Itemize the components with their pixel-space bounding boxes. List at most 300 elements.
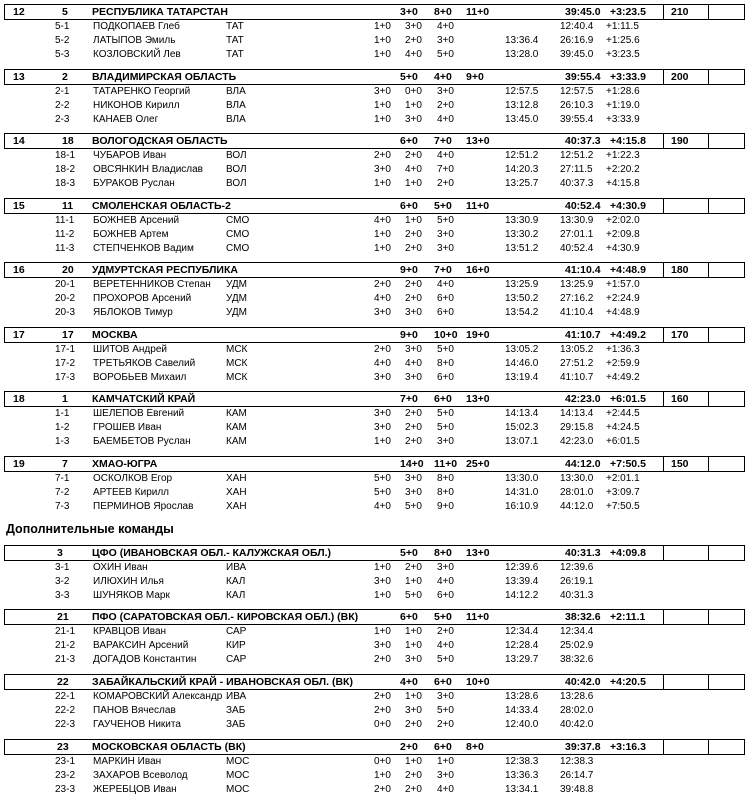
- athlete-shoot-total: 5+0: [437, 421, 454, 433]
- team-name: СМОЛЕНСКАЯ ОБЛАСТЬ-2: [92, 200, 231, 212]
- athlete-row: [0, 473, 750, 486]
- points-box-divider: [708, 327, 709, 343]
- athlete-shoot1: 1+0: [374, 34, 391, 46]
- athlete-shoot2: 3+0: [405, 473, 422, 484]
- athlete-shoot-total: 6+0: [437, 306, 454, 318]
- team-time: 42:23.0: [565, 393, 601, 405]
- athlete-region: ВЛА: [226, 113, 246, 125]
- athlete-shoot-total: 1+0: [437, 756, 454, 767]
- athlete-shoot1: 1+0: [374, 21, 391, 32]
- athlete-shoot-total: 2+0: [437, 718, 454, 730]
- athlete-name: КРАВЦОВ Иван: [93, 626, 167, 637]
- team-header: [4, 609, 745, 625]
- athlete-row: [0, 756, 750, 769]
- team-diff: +4:49.2: [610, 329, 646, 341]
- athlete-name: ОСКОЛКОВ Егор: [93, 473, 173, 484]
- athlete-diff: +6:01.5: [606, 435, 640, 447]
- team-range2: 6+0: [434, 676, 452, 688]
- team-range2: 6+0: [434, 393, 452, 405]
- team-diff: +2:11.1: [610, 611, 646, 623]
- team-range1: 4+0: [400, 676, 418, 688]
- athlete-shoot1: 1+0: [374, 435, 391, 447]
- athlete-shoot-total: 4+0: [437, 113, 454, 125]
- athlete-leg-time: 14:12.2: [505, 589, 539, 601]
- athlete-shoot1: 3+0: [374, 639, 391, 651]
- team-range2: 5+0: [434, 611, 452, 623]
- athlete-row: [0, 49, 750, 62]
- athlete-cumulative: 12:34.4: [560, 626, 594, 637]
- athlete-cumulative: 44:12.0: [560, 500, 594, 512]
- athlete-row: [0, 86, 750, 99]
- athlete-name: ПРОХОРОВ Арсений: [93, 292, 192, 304]
- team-total: 19+0: [466, 329, 490, 341]
- athlete-region: УДМ: [226, 292, 248, 304]
- athlete-cumulative: 40:37.3: [560, 177, 594, 189]
- team-number: 7: [62, 458, 68, 470]
- athlete-region: КАМ: [226, 421, 247, 433]
- athlete-name: ГАУЧЕНОВ Никита: [93, 718, 181, 730]
- athlete-id: 5-1: [55, 21, 70, 32]
- athlete-id: 20-2: [55, 292, 76, 304]
- athlete-region: ВОЛ: [226, 150, 247, 161]
- team-range1: 2+0: [400, 741, 418, 753]
- athlete-row: [0, 358, 750, 371]
- athlete-leg-time: 14:20.3: [505, 163, 539, 175]
- athlete-shoot2: 3+0: [405, 486, 422, 498]
- athlete-cumulative: 40:31.3: [560, 589, 594, 601]
- athlete-shoot-total: 9+0: [437, 500, 454, 512]
- athlete-name: ЧУБАРОВ Иван: [93, 150, 167, 161]
- points-box-divider: [708, 545, 709, 561]
- athlete-row: [0, 784, 750, 797]
- athlete-shoot1: 4+0: [374, 357, 391, 369]
- team-header: [4, 198, 745, 214]
- athlete-region: МСК: [226, 371, 248, 383]
- team-name: ВОЛОГОДСКАЯ ОБЛАСТЬ: [92, 135, 228, 147]
- athlete-diff: +2:20.2: [606, 163, 640, 175]
- athlete-row: [0, 576, 750, 589]
- athlete-shoot1: 2+0: [374, 783, 391, 795]
- team-range1: 5+0: [400, 71, 418, 83]
- athlete-diff: +2:01.1: [606, 473, 640, 484]
- athlete-leg-time: 13:07.1: [505, 435, 539, 447]
- athlete-id: 2-2: [55, 99, 70, 111]
- athlete-shoot2: 2+0: [405, 279, 422, 290]
- athlete-id: 11-1: [55, 215, 75, 226]
- athlete-leg-time: 14:31.0: [505, 486, 539, 498]
- athlete-id: 1-2: [55, 421, 70, 433]
- athlete-leg-time: 13:50.2: [505, 292, 539, 304]
- athlete-name: ИЛЮХИН Илья: [93, 575, 164, 587]
- team-points: 210: [671, 6, 689, 18]
- points-box-divider: [708, 609, 709, 625]
- athlete-shoot-total: 8+0: [437, 486, 454, 498]
- athlete-leg-time: 13:36.3: [505, 769, 539, 781]
- athlete-id: 17-1: [55, 344, 76, 355]
- team-name: УДМУРТСКАЯ РЕСПУБЛИКА: [92, 264, 238, 276]
- athlete-shoot2: 5+0: [405, 500, 422, 512]
- points-box-divider: [663, 4, 664, 20]
- team-range1: 6+0: [400, 135, 418, 147]
- athlete-name: КОМАРОВСКИЙ Александр: [93, 691, 223, 702]
- athlete-cumulative: 26:19.1: [560, 575, 594, 587]
- team-total: 9+0: [466, 71, 484, 83]
- athlete-row: [0, 501, 750, 514]
- athlete-name: ШИТОВ Андрей: [93, 344, 167, 355]
- points-box-divider: [663, 739, 664, 755]
- team-range2: 11+0: [434, 458, 458, 470]
- athlete-region: ТАТ: [226, 34, 244, 46]
- athlete-row: [0, 590, 750, 603]
- athlete-shoot1: 0+0: [374, 756, 391, 767]
- athlete-shoot1: 1+0: [374, 589, 391, 601]
- team-diff: +4:48.9: [610, 264, 646, 276]
- athlete-name: ЗАХАРОВ Всеволод: [93, 769, 188, 781]
- points-box-divider: [708, 456, 709, 472]
- athlete-diff: +2:59.9: [606, 357, 640, 369]
- athlete-id: 17-3: [55, 371, 76, 383]
- athlete-shoot2: 2+0: [405, 435, 422, 447]
- athlete-cumulative: 28:01.0: [560, 486, 594, 498]
- team-total: 10+0: [466, 676, 490, 688]
- athlete-row: [0, 229, 750, 242]
- athlete-name: ВОРОБЬЕВ Михаил: [93, 371, 187, 383]
- team-number: 17: [62, 329, 74, 341]
- team-place: 14: [13, 135, 25, 147]
- athlete-region: ТАТ: [226, 21, 244, 32]
- athlete-leg-time: 14:46.0: [505, 357, 539, 369]
- points-box-divider: [663, 262, 664, 278]
- athlete-row: [0, 719, 750, 732]
- team-name: ЦФО (ИВАНОВСКАЯ ОБЛ.- КАЛУЖСКАЯ ОБЛ.): [92, 547, 332, 559]
- athlete-shoot2: 4+0: [405, 357, 422, 369]
- athlete-name: ОВСЯНКИН Владислав: [93, 163, 203, 175]
- athlete-diff: +4:15.8: [606, 177, 640, 189]
- athlete-row: [0, 408, 750, 421]
- points-box-divider: [663, 198, 664, 214]
- athlete-shoot-total: 3+0: [437, 34, 454, 46]
- athlete-shoot1: 3+0: [374, 575, 391, 587]
- athlete-cumulative: 12:38.3: [560, 756, 594, 767]
- points-box-divider: [708, 391, 709, 407]
- athlete-shoot2: 2+0: [405, 421, 422, 433]
- athlete-shoot2: 3+0: [405, 21, 422, 32]
- points-box-divider: [663, 391, 664, 407]
- team-time: 41:10.7: [565, 329, 601, 341]
- athlete-shoot1: 2+0: [374, 150, 391, 161]
- athlete-shoot2: 5+0: [405, 589, 422, 601]
- athlete-name: ТРЕТЬЯКОВ Савелий: [93, 357, 196, 369]
- team-number: 21: [57, 611, 69, 623]
- athlete-shoot2: 2+0: [405, 242, 422, 254]
- athlete-region: ТАТ: [226, 48, 244, 60]
- athlete-shoot1: 4+0: [374, 500, 391, 512]
- athlete-leg-time: 13:28.6: [505, 691, 539, 702]
- athlete-cumulative: 13:30.9: [560, 215, 594, 226]
- athlete-id: 1-3: [55, 435, 70, 447]
- athlete-shoot-total: 3+0: [437, 242, 454, 254]
- athlete-shoot-total: 5+0: [437, 344, 454, 355]
- athlete-leg-time: 13:51.2: [505, 242, 539, 254]
- athlete-id: 22-2: [55, 704, 76, 716]
- team-place: 17: [13, 329, 25, 341]
- athlete-cumulative: 27:01.1: [560, 228, 594, 240]
- team-range1: 7+0: [400, 393, 418, 405]
- athlete-id: 23-1: [55, 756, 76, 767]
- athlete-shoot2: 2+0: [405, 292, 422, 304]
- athlete-shoot2: 2+0: [405, 783, 422, 795]
- athlete-region: КАЛ: [226, 575, 246, 587]
- team-points: 150: [671, 458, 689, 470]
- athlete-shoot1: 5+0: [374, 473, 391, 484]
- team-name: ХМАО-ЮГРА: [92, 458, 158, 470]
- team-header: [4, 739, 745, 755]
- athlete-shoot-total: 5+0: [437, 653, 454, 665]
- athlete-diff: +3:09.7: [606, 486, 640, 498]
- athlete-diff: +1:57.0: [606, 279, 640, 290]
- athlete-region: МОС: [226, 756, 250, 767]
- points-box-divider: [708, 4, 709, 20]
- athlete-shoot2: 2+0: [405, 408, 422, 419]
- team-range1: 9+0: [400, 329, 418, 341]
- athlete-id: 18-1: [55, 150, 76, 161]
- athlete-leg-time: 13:25.7: [505, 177, 539, 189]
- athlete-shoot-total: 4+0: [437, 150, 454, 161]
- athlete-leg-time: 13:39.4: [505, 575, 539, 587]
- team-total: 8+0: [466, 741, 484, 753]
- athlete-leg-time: 13:28.0: [505, 48, 539, 60]
- athlete-id: 2-3: [55, 113, 70, 125]
- athlete-shoot1: 2+0: [374, 691, 391, 702]
- points-box-divider: [663, 545, 664, 561]
- athlete-row: [0, 164, 750, 177]
- athlete-shoot-total: 2+0: [437, 177, 454, 189]
- athlete-shoot2: 0+0: [405, 86, 422, 97]
- team-number: 2: [62, 71, 68, 83]
- athlete-shoot1: 3+0: [374, 86, 391, 97]
- team-diff: +3:16.3: [610, 741, 646, 753]
- team-number: 23: [57, 741, 69, 753]
- athlete-id: 23-3: [55, 783, 76, 795]
- athlete-cumulative: 12:39.6: [560, 562, 594, 573]
- athlete-diff: +4:30.9: [606, 242, 640, 254]
- athlete-id: 21-1: [55, 626, 76, 637]
- team-total: 11+0: [466, 200, 490, 212]
- athlete-shoot-total: 4+0: [437, 783, 454, 795]
- athlete-cumulative: 41:10.7: [560, 371, 594, 383]
- team-total: 13+0: [466, 547, 490, 559]
- athlete-leg-time: 13:45.0: [505, 113, 539, 125]
- team-header: [4, 327, 745, 343]
- athlete-region: КАЛ: [226, 589, 246, 601]
- athlete-shoot2: 3+0: [405, 344, 422, 355]
- team-range2: 6+0: [434, 741, 452, 753]
- athlete-shoot2: 2+0: [405, 34, 422, 46]
- athlete-name: БУРАКОВ Руслан: [93, 177, 175, 189]
- athlete-region: ХАН: [226, 500, 247, 512]
- team-diff: +3:23.5: [610, 6, 646, 18]
- athlete-cumulative: 12:57.5: [560, 86, 594, 97]
- athlete-id: 5-2: [55, 34, 70, 46]
- team-time: 38:32.6: [565, 611, 601, 623]
- team-points: 200: [671, 71, 689, 83]
- athlete-leg-time: 12:34.4: [505, 626, 539, 637]
- team-range1: 5+0: [400, 547, 418, 559]
- athlete-cumulative: 40:42.0: [560, 718, 594, 730]
- athlete-diff: +1:19.0: [606, 99, 640, 111]
- athlete-row: [0, 372, 750, 385]
- athlete-id: 23-2: [55, 769, 76, 781]
- athlete-shoot1: 1+0: [374, 242, 391, 254]
- team-place: 12: [13, 6, 25, 18]
- athlete-cumulative: 13:28.6: [560, 691, 594, 702]
- athlete-diff: +3:23.5: [606, 48, 640, 60]
- athlete-row: [0, 100, 750, 113]
- athlete-shoot1: 1+0: [374, 113, 391, 125]
- team-range2: 8+0: [434, 6, 452, 18]
- athlete-region: ВЛА: [226, 86, 246, 97]
- athlete-id: 7-1: [55, 473, 70, 484]
- team-range1: 3+0: [400, 6, 418, 18]
- athlete-shoot-total: 4+0: [437, 21, 454, 32]
- athlete-shoot1: 3+0: [374, 421, 391, 433]
- team-place: 18: [13, 393, 25, 405]
- points-box-divider: [663, 327, 664, 343]
- athlete-shoot-total: 6+0: [437, 371, 454, 383]
- athlete-name: ДОГАДОВ Константин: [93, 653, 197, 665]
- athlete-shoot-total: 8+0: [437, 357, 454, 369]
- athlete-cumulative: 26:14.7: [560, 769, 594, 781]
- team-points: 190: [671, 135, 689, 147]
- athlete-shoot1: 1+0: [374, 769, 391, 781]
- athlete-row: [0, 307, 750, 320]
- athlete-shoot-total: 4+0: [437, 575, 454, 587]
- team-range2: 4+0: [434, 71, 452, 83]
- athlete-cumulative: 12:51.2: [560, 150, 594, 161]
- athlete-id: 22-1: [55, 691, 76, 702]
- athlete-cumulative: 27:51.2: [560, 357, 594, 369]
- athlete-name: ТАТАРЕНКО Георгий: [93, 86, 191, 97]
- athlete-shoot1: 2+0: [374, 653, 391, 665]
- athlete-region: ХАН: [226, 473, 247, 484]
- team-diff: +7:50.5: [610, 458, 646, 470]
- athlete-shoot1: 4+0: [374, 215, 391, 226]
- athlete-leg-time: 12:38.3: [505, 756, 539, 767]
- athlete-id: 7-3: [55, 500, 70, 512]
- athlete-row: [0, 279, 750, 292]
- team-name: РЕСПУБЛИКА ТАТАРСТАН: [92, 6, 228, 18]
- athlete-region: СМО: [226, 242, 250, 254]
- athlete-shoot-total: 3+0: [437, 86, 454, 97]
- athlete-region: СМО: [226, 215, 250, 226]
- athlete-name: МАРКИН Иван: [93, 756, 162, 767]
- athlete-name: ПОДКОПАЕВ Глеб: [93, 21, 180, 32]
- athlete-shoot1: 3+0: [374, 306, 391, 318]
- athlete-cumulative: 12:40.4: [560, 21, 594, 32]
- points-box-divider: [663, 609, 664, 625]
- athlete-shoot-total: 4+0: [437, 279, 454, 290]
- athlete-row: [0, 35, 750, 48]
- team-points: 160: [671, 393, 689, 405]
- athlete-leg-time: 13:19.4: [505, 371, 539, 383]
- athlete-diff: +2:44.5: [606, 408, 640, 419]
- athlete-shoot1: 1+0: [374, 228, 391, 240]
- athlete-shoot1: 5+0: [374, 486, 391, 498]
- team-range1: 6+0: [400, 200, 418, 212]
- athlete-cumulative: 13:30.0: [560, 473, 594, 484]
- team-name: ЗАБАЙКАЛЬСКИЙ КРАЙ - ИВАНОВСКАЯ ОБЛ. (ВК): [92, 676, 353, 688]
- team-total: 11+0: [466, 6, 490, 18]
- athlete-name: ВЕРЕТЕННИКОВ Степан: [93, 279, 211, 290]
- athlete-shoot2: 2+0: [405, 562, 422, 573]
- athlete-row: [0, 21, 750, 34]
- athlete-shoot1: 1+0: [374, 48, 391, 60]
- athlete-cumulative: 27:16.2: [560, 292, 594, 304]
- athlete-shoot-total: 6+0: [437, 292, 454, 304]
- athlete-shoot-total: 4+0: [437, 639, 454, 651]
- team-number: 5: [62, 6, 68, 18]
- athlete-diff: +1:28.6: [606, 86, 640, 97]
- athlete-name: ЯБЛОКОВ Тимур: [93, 306, 173, 318]
- athlete-shoot2: 1+0: [405, 215, 422, 226]
- athlete-cumulative: 29:15.8: [560, 421, 594, 433]
- athlete-diff: +4:24.5: [606, 421, 640, 433]
- athlete-leg-time: 16:10.9: [505, 500, 539, 512]
- athlete-shoot1: 2+0: [374, 704, 391, 716]
- athlete-diff: +2:02.0: [606, 215, 640, 226]
- athlete-diff: +4:48.9: [606, 306, 640, 318]
- athlete-shoot-total: 3+0: [437, 691, 454, 702]
- athlete-row: [0, 562, 750, 575]
- athlete-diff: +4:49.2: [606, 371, 640, 383]
- athlete-region: ВЛА: [226, 99, 246, 111]
- athlete-name: ПЕРМИНОВ Ярослав: [93, 500, 194, 512]
- athlete-cumulative: 25:02.9: [560, 639, 594, 651]
- team-name: МОСКВА: [92, 329, 138, 341]
- team-time: 39:55.4: [565, 71, 601, 83]
- team-diff: +4:15.8: [610, 135, 646, 147]
- athlete-region: ВОЛ: [226, 177, 247, 189]
- team-total: 16+0: [466, 264, 490, 276]
- athlete-cumulative: 39:48.8: [560, 783, 594, 795]
- team-name: ПФО (САРАТОВСКАЯ ОБЛ.- КИРОВСКАЯ ОБЛ.) (ВК): [92, 611, 359, 623]
- team-header: [4, 69, 745, 85]
- athlete-cumulative: 14:13.4: [560, 408, 594, 419]
- athlete-row: [0, 344, 750, 357]
- athlete-shoot2: 3+0: [405, 653, 422, 665]
- athlete-region: ЗАБ: [226, 704, 246, 716]
- athlete-leg-time: 14:13.4: [505, 408, 539, 419]
- team-name: МОСКОВСКАЯ ОБЛАСТЬ (ВК): [92, 741, 246, 753]
- team-header: [4, 4, 745, 20]
- athlete-id: 3-2: [55, 575, 70, 587]
- athlete-cumulative: 26:16.9: [560, 34, 594, 46]
- athlete-id: 3-3: [55, 589, 70, 601]
- athlete-row: [0, 178, 750, 191]
- athlete-name: ПАНОВ Вячеслав: [93, 704, 176, 716]
- athlete-shoot-total: 3+0: [437, 228, 454, 240]
- team-header: [4, 456, 745, 472]
- team-header: [4, 133, 745, 149]
- athlete-region: СМО: [226, 228, 250, 240]
- athlete-cumulative: 13:05.2: [560, 344, 594, 355]
- athlete-row: [0, 215, 750, 228]
- athlete-name: ШЕЛЕПОВ Евгений: [93, 408, 185, 419]
- athlete-name: БОЖНЕВ Артем: [93, 228, 169, 240]
- athlete-row: [0, 691, 750, 704]
- points-box-divider: [708, 739, 709, 755]
- athlete-shoot2: 2+0: [405, 769, 422, 781]
